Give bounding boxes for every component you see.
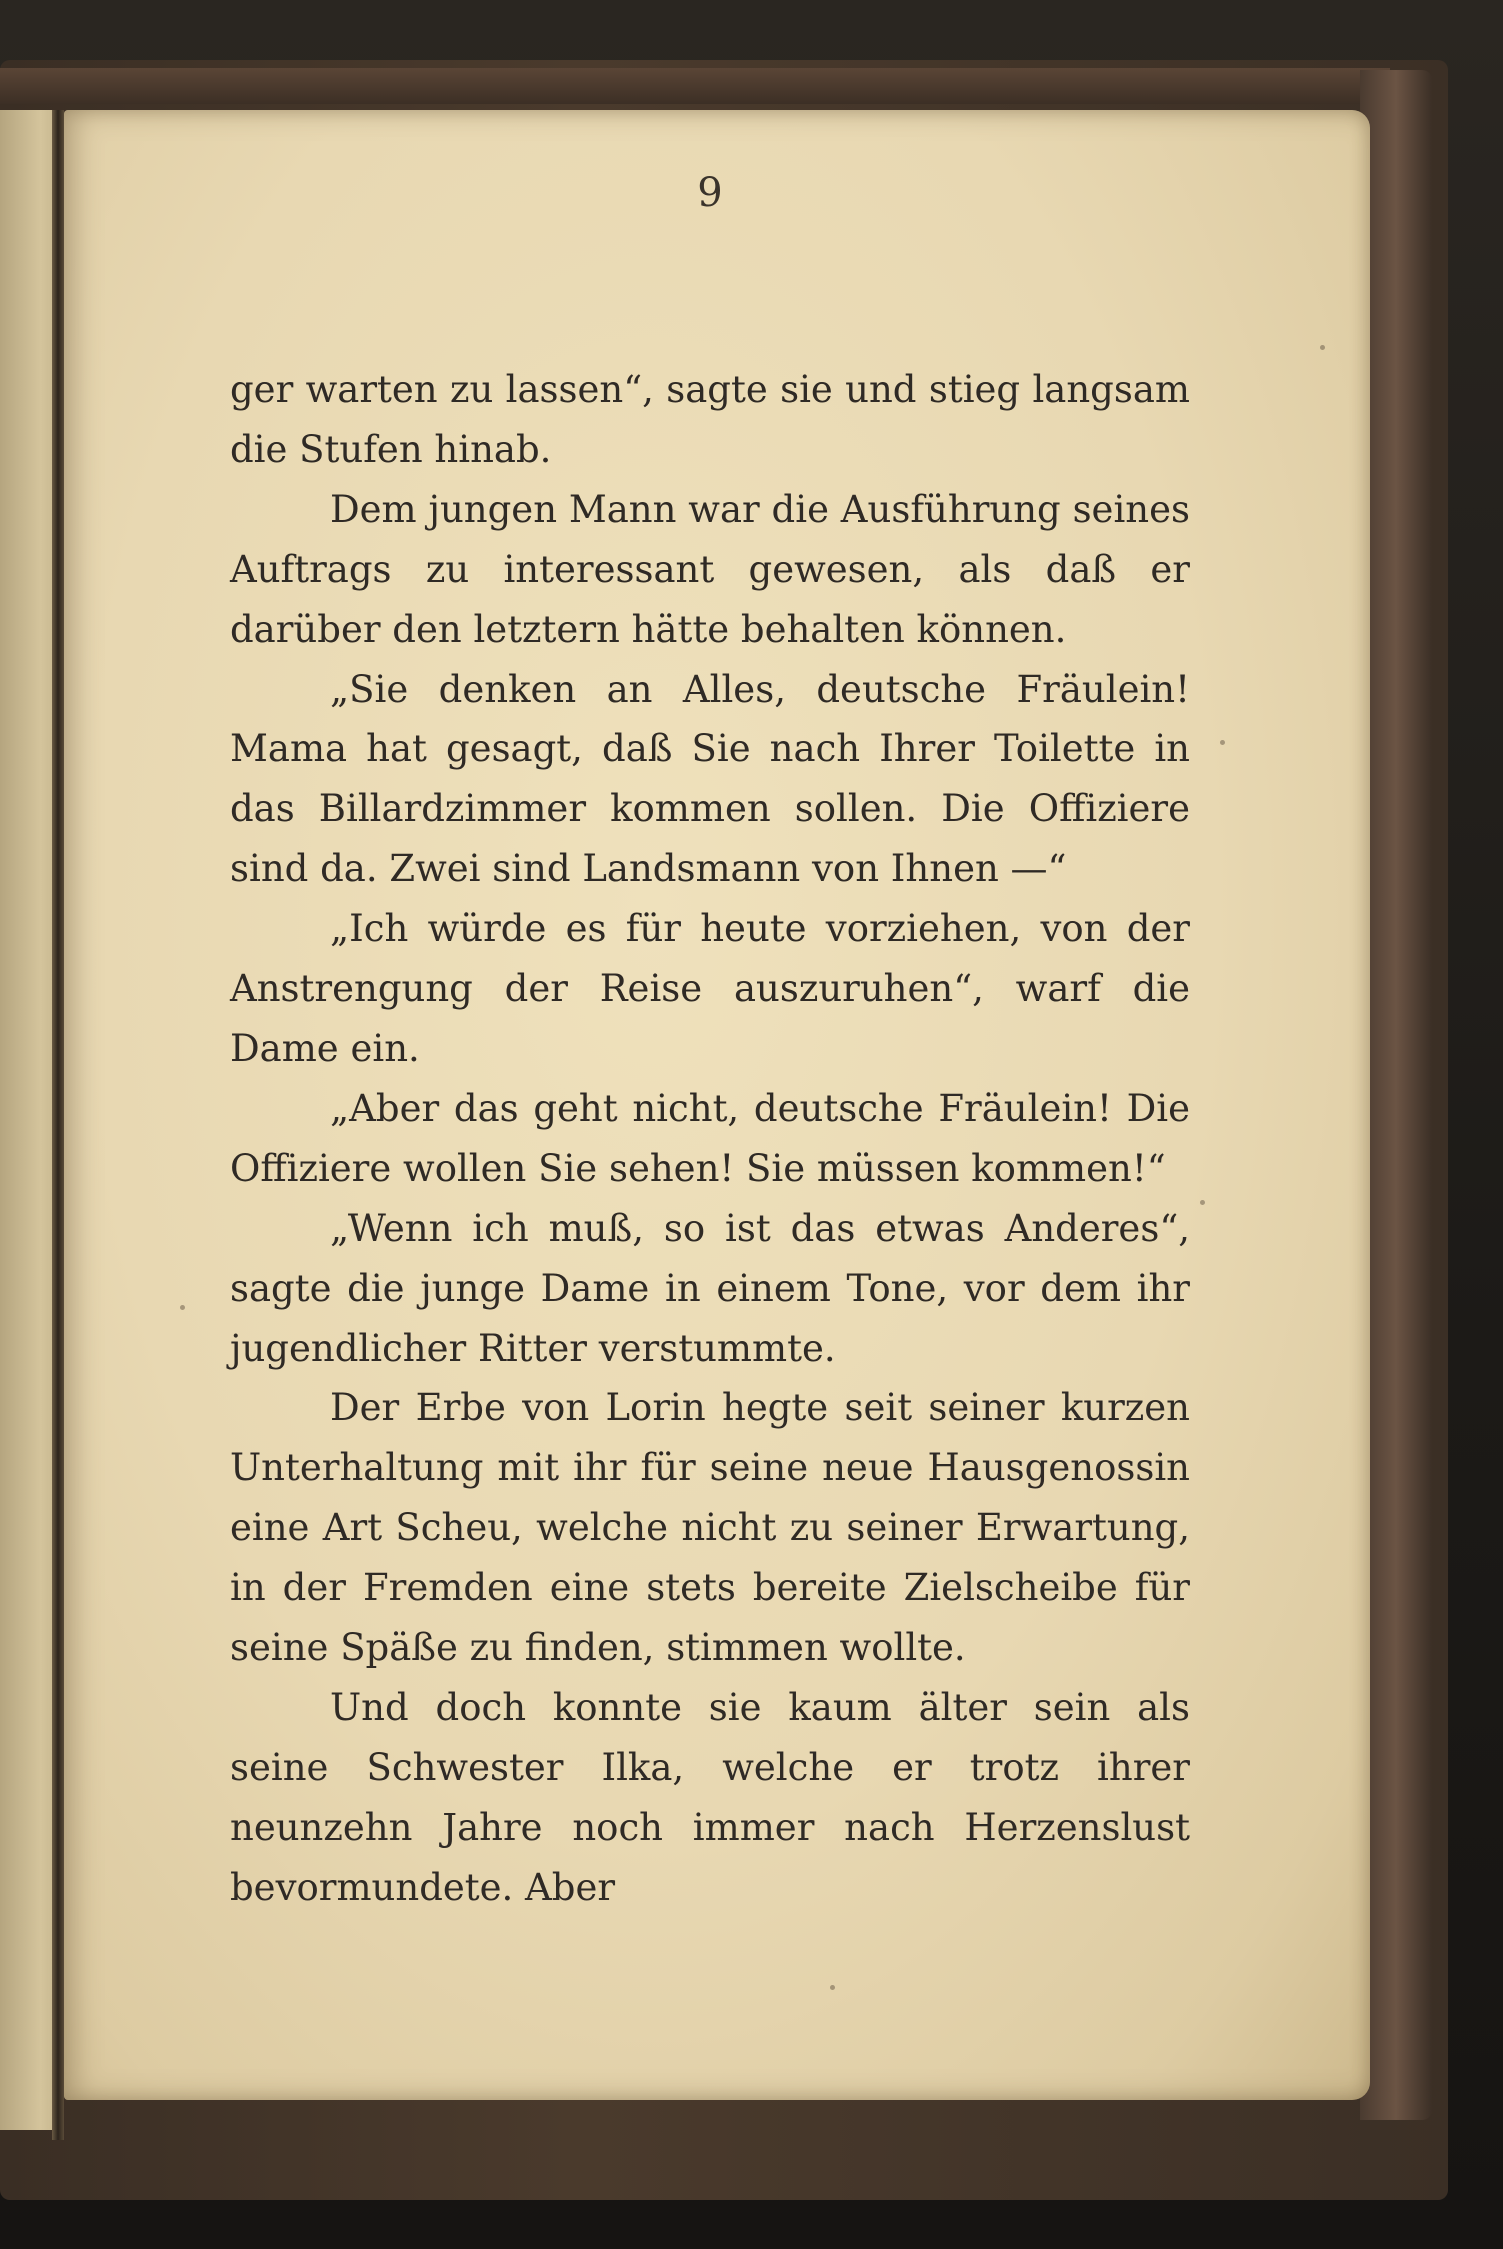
paper-speck — [830, 1985, 835, 1990]
page-number: 9 — [697, 170, 723, 216]
paragraph: „Aber das geht nicht, deutsche Fräulein! Die Offiziere wollen Sie sehen! Sie müssen kommen!“ — [230, 1086, 1190, 1190]
paper-speck — [1320, 345, 1325, 350]
paragraph: ger warten zu lassen“, sagte sie und stieg langsam die Stufen hinab. — [230, 368, 1190, 471]
paragraph: Dem jungen Mann war die Ausführung seines Auftrags zu interessant gewesen, als daß er darüber den letztern hätte behalten können. — [230, 487, 1190, 651]
paper-speck — [180, 1305, 185, 1310]
book-gutter — [52, 110, 64, 2140]
page-text — [230, 360, 1190, 1918]
paragraph: Der Erbe von Lorin hegte seit seiner kurzen Unterhaltung mit ihr für seine neue Hausgenossin eine Art Scheu, welche nicht zu seiner Erwartung, in der Fremden eine stets bereite Zielscheibe für seine Späße zu finden, stimmen wollte. — [230, 1386, 1190, 1670]
paper-speck — [1200, 1200, 1205, 1205]
paragraph: Und doch konnte sie kaum älter sein als seine Schwester Ilka, welche er trotz ihrer neunzehn Jahre noch immer nach Herzenslust bevormundete. Aber — [230, 1685, 1190, 1909]
book-cover-top-edge — [0, 68, 1390, 104]
paragraph: „Wenn ich muß, so ist das etwas Anderes“, sagte die junge Dame in einem Tone, vor dem ihr jugendlicher Ritter verstummte. — [230, 1206, 1190, 1370]
paragraph: „Ich würde es für heute vorziehen, von der Anstrengung der Reise auszuruhen“, warf die Dame ein. — [230, 907, 1190, 1070]
paper-speck — [1220, 740, 1225, 745]
facing-page-edge — [0, 110, 58, 2130]
book-cover-right-edge — [1360, 70, 1432, 2120]
paragraph: „Sie denken an Alles, deutsche Fräulein! Mama hat gesagt, daß Sie nach Ihrer Toilette in das Billardzimmer kommen sollen. Die Offiziere sind da. Zwei sind Landsmann von Ihnen —“ — [230, 667, 1190, 891]
